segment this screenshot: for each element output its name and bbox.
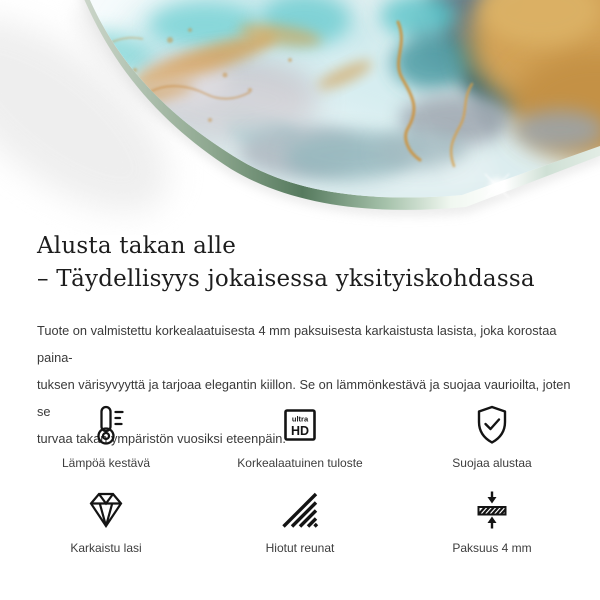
thickness-icon xyxy=(470,488,514,532)
feature-label: Karkaistu lasi xyxy=(70,541,142,555)
feature-heat-resistant xyxy=(16,403,196,470)
feature-label: Lämpöä kestävä xyxy=(61,456,151,470)
ultra-hd-icon xyxy=(278,403,322,447)
hd-text: HD xyxy=(290,424,310,438)
thermometer-icon xyxy=(84,403,128,447)
feature-label: Hiotut reunat xyxy=(265,541,335,555)
diamond-icon xyxy=(84,488,128,532)
glass-panel-photo xyxy=(0,0,600,235)
description-line-2: tuksen värisyvyyttä ja tarjoaa elegantin kiillon. Se on lämmönkestävä ja suojaa vaurioilta, joten se xyxy=(37,377,571,419)
feature-protects-surface xyxy=(402,403,582,470)
feature-thickness-4mm xyxy=(402,488,582,555)
page-title-line-2: – Täydellisyys jokaisessa yksityiskohdassa xyxy=(37,266,535,292)
page-title xyxy=(37,230,577,296)
feature-label: Suojaa alustaa xyxy=(452,456,532,470)
description-line-3: turvaa takan ympäristön vuosiksi eteenpäin. xyxy=(37,431,286,446)
ultra-text: ultra xyxy=(291,414,309,424)
feature-label: Paksuus 4 mm xyxy=(452,541,532,555)
feature-tempered-glass xyxy=(16,488,196,555)
description-line-1: Tuote on valmistettu korkealaatuisesta 4 mm paksuisesta karkaistusta lasista, joka korostaa paina- xyxy=(37,323,557,365)
shield-check-icon xyxy=(470,403,514,447)
page-title-line-1: Alusta takan alle xyxy=(37,233,237,259)
feature-ultra-hd-print xyxy=(210,403,390,470)
glass-panel-art xyxy=(0,0,600,235)
feature-polished-edges xyxy=(210,488,390,555)
feature-label: Korkealaatuinen tuloste xyxy=(237,456,363,470)
polished-edges-icon xyxy=(278,488,322,532)
